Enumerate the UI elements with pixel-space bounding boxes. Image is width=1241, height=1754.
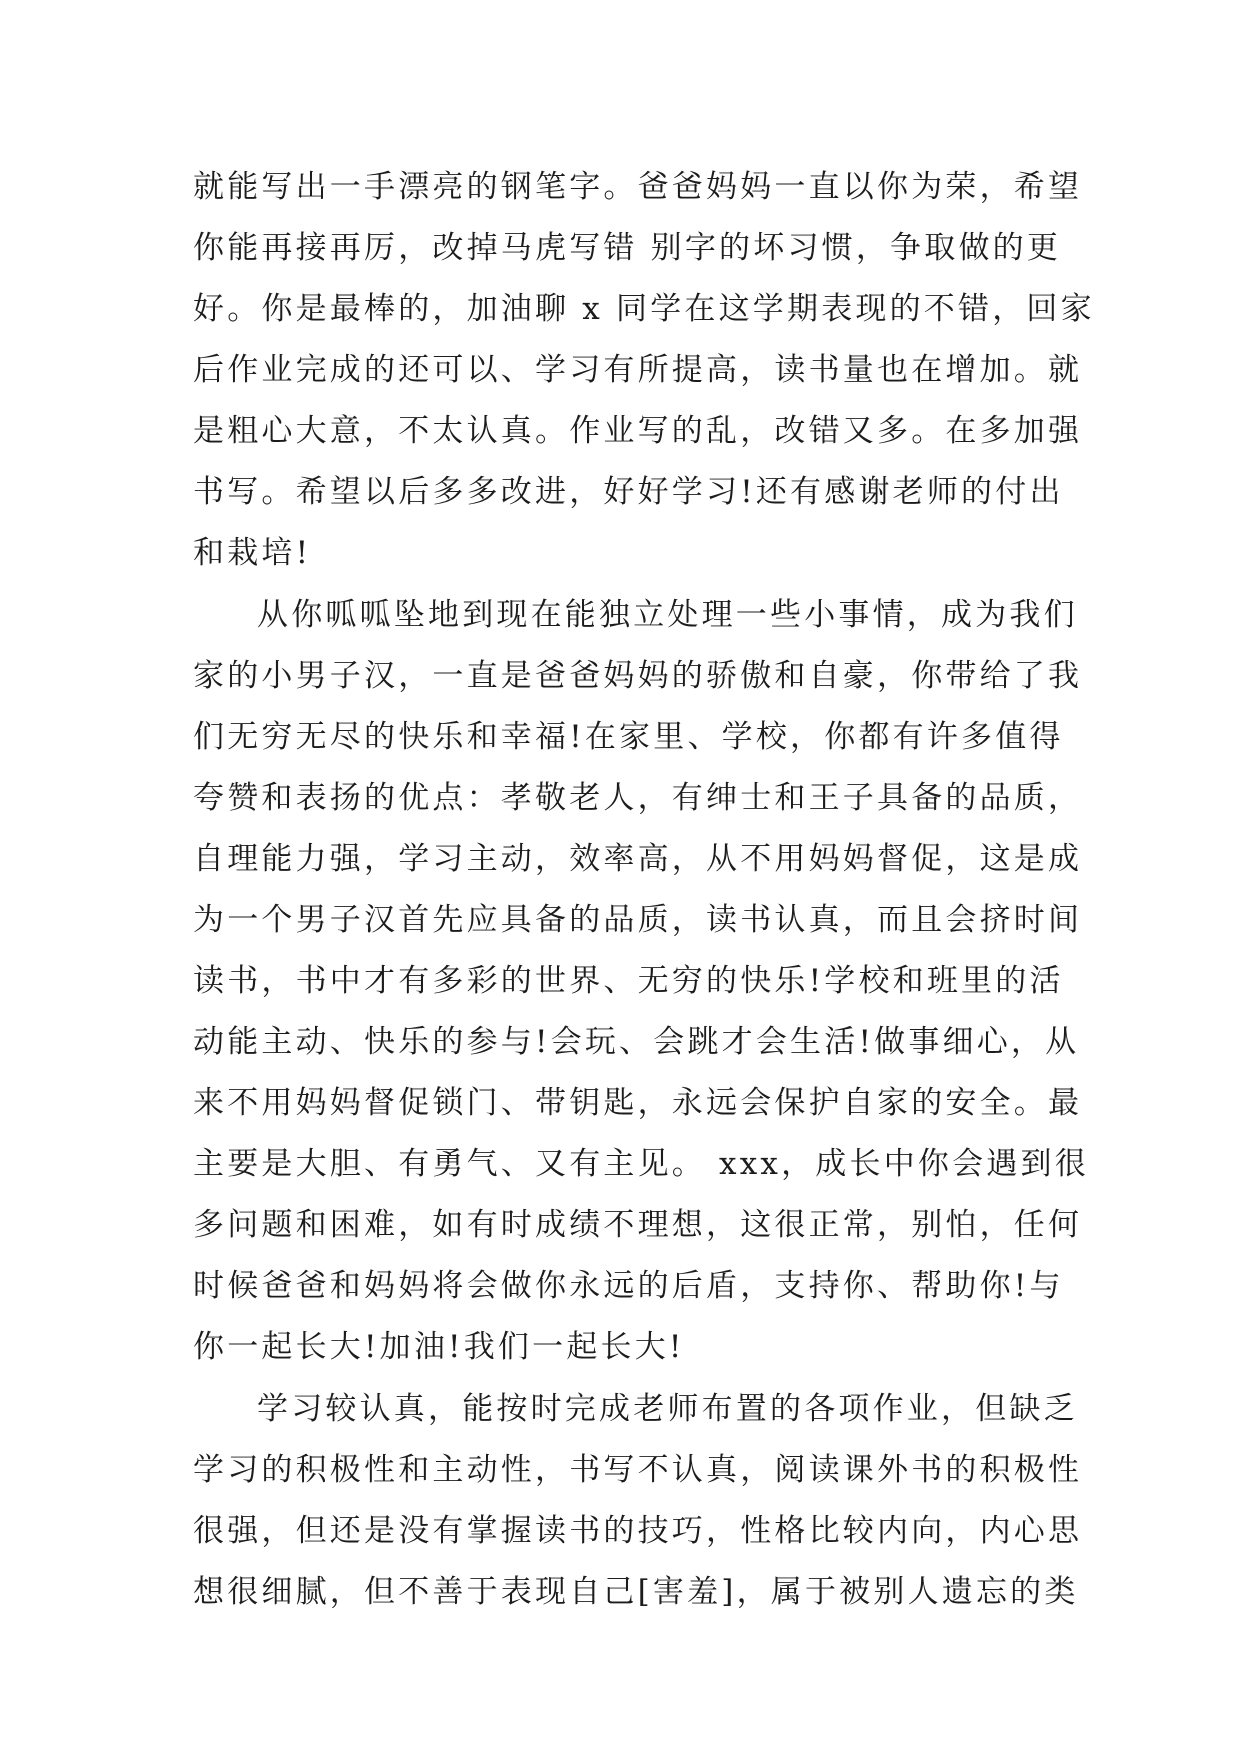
text-line: 家的小男子汉，一直是爸爸妈妈的骄傲和自豪，你带给了我 (193, 658, 1083, 694)
text-line: 是粗心大意，不太认真。作业写的乱，改错又多。在多加强 (193, 413, 1083, 449)
text-line: 动能主动、快乐的参与!会玩、会跳才会生活!做事细心，从 (193, 1024, 1080, 1060)
paragraph-1 (193, 157, 1095, 584)
text-line: 来不用妈妈督促锁门、带钥匙，永远会保护自家的安全。最 (193, 1085, 1083, 1121)
text-line: 想很细腻，但不善于表现自己[害羞]，属于被别人遗忘的类 (193, 1574, 1079, 1610)
text-line: 们无穷无尽的快乐和幸福!在家里、学校，你都有许多值得 (193, 719, 1064, 755)
text-line: 很强，但还是没有掌握读书的技巧，性格比较内向，内心思 (193, 1513, 1083, 1549)
text-line: 自理能力强，学习主动，效率高，从不用妈妈督促，这是成 (193, 841, 1083, 877)
text-line: 为一个男子汉首先应具备的品质，读书认真，而且会挤时间 (193, 902, 1083, 938)
text-line: 后作业完成的还可以、学习有所提高，读书量也在增加。就 (193, 352, 1083, 388)
text-line: 你一起长大!加油!我们一起长大! (193, 1329, 685, 1365)
text-line: 读书，书中才有多彩的世界、无穷的快乐!学校和班里的活 (193, 963, 1064, 999)
text-line: 和栽培! (193, 535, 312, 571)
text-line: 主要是大胆、有勇气、又有主见。 xxx，成长中你会遇到很 (193, 1146, 1089, 1182)
text-line: 多问题和困难，如有时成绩不理想，这很正常，别怕，任何 (193, 1207, 1083, 1243)
document-body (193, 157, 1095, 1623)
text-line: 书写。希望以后多多改进，好好学习!还有感谢老师的付出 (193, 474, 1064, 510)
text-line: 从你呱呱坠地到现在能独立处理一些小事情，成为我们 (257, 597, 1078, 633)
text-line: 时候爸爸和妈妈将会做你永远的后盾，支持你、帮助你!与 (193, 1268, 1064, 1304)
text-line: 学习较认真，能按时完成老师布置的各项作业，但缺乏 (257, 1391, 1078, 1427)
text-line: 学习的积极性和主动性，书写不认真，阅读课外书的积极性 (193, 1452, 1083, 1488)
paragraph-2 (193, 585, 1089, 1378)
text-line: 你能再接再厉，改掉马虎写错 别字的坏习惯，争取做的更 (193, 230, 1062, 266)
paragraph-3 (193, 1379, 1083, 1623)
text-line: 夸赞和表扬的优点：孝敬老人，有绅士和王子具备的品质， (193, 780, 1083, 816)
text-line: 好。你是最棒的，加油聊 x 同学在这学期表现的不错，回家 (193, 291, 1095, 327)
text-line: 就能写出一手漂亮的钢笔字。爸爸妈妈一直以你为荣，希望 (193, 169, 1083, 205)
